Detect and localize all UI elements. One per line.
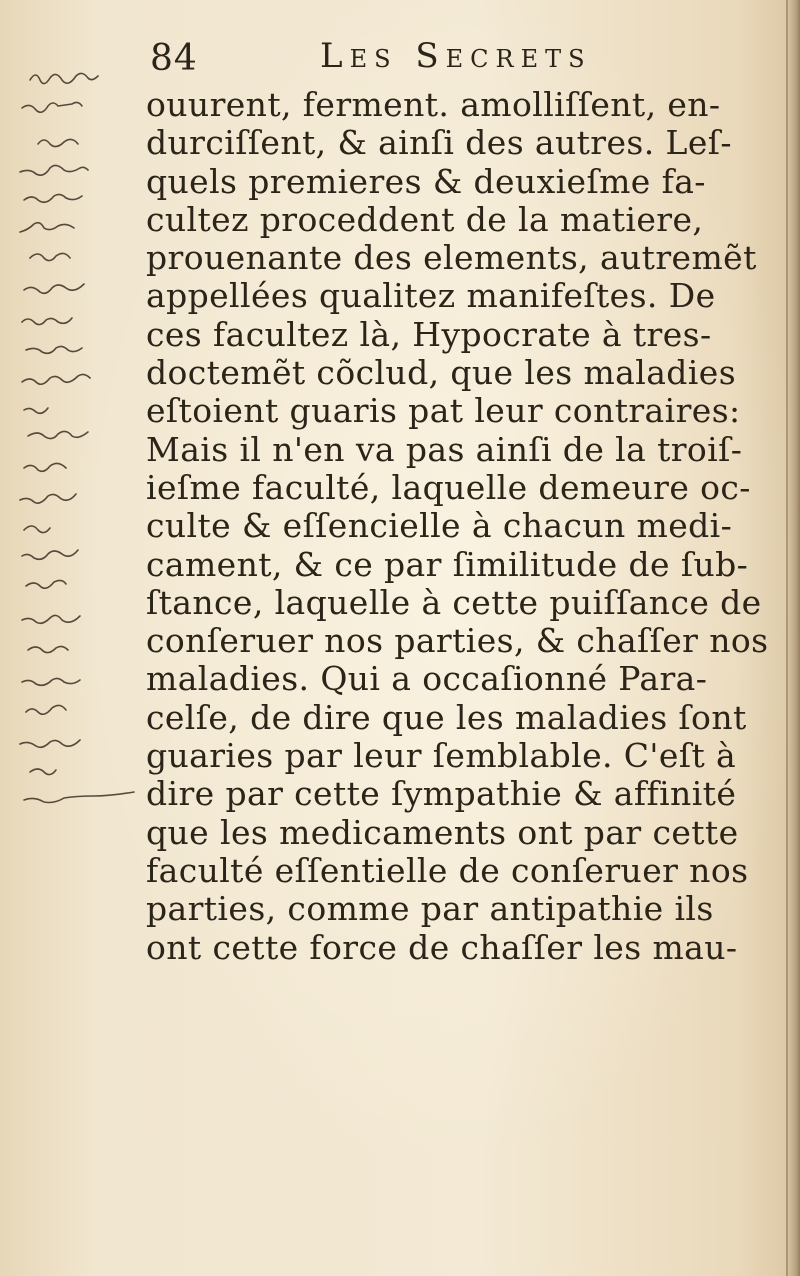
text-line: ſtance, laquelle à cette puiſſance de xyxy=(146,583,762,622)
marginalia-scribbles-icon xyxy=(0,60,150,820)
text-line: que les medicaments ont par cette xyxy=(146,813,739,852)
text-line: quels premieres & deuxieſme fa- xyxy=(146,162,706,201)
text-line: ouurent, ferment. amolliſſent, en- xyxy=(146,86,721,124)
text-line: ces facultez là, Hypocrate à tres- xyxy=(146,315,712,354)
text-line: prouenante des elements, autremẽt xyxy=(146,239,757,278)
text-line: dire par cette ſympathie & affinité xyxy=(146,775,737,814)
text-line: maladies. Qui a occaſionné Para- xyxy=(146,660,708,699)
text-line: parties, comme par antipathie ils xyxy=(146,890,714,929)
page-number: 84 xyxy=(150,38,198,79)
text-line: culte & eſſencielle à chacun medi- xyxy=(146,507,733,546)
text-line: guaries par leur ſemblable. C'eſt à xyxy=(146,737,737,776)
text-line: appellées qualitez manifeſtes. De xyxy=(146,277,716,316)
page-header xyxy=(150,30,770,90)
page-edge-shadow xyxy=(786,0,800,1276)
text-line: faculté eſſentielle de conſeruer nos xyxy=(146,851,749,890)
text-line: ieſme faculté, laquelle demeure oc- xyxy=(146,468,751,507)
handwritten-marginalia xyxy=(0,60,150,820)
text-line: conſeruer nos parties, & chaſſer nos xyxy=(146,622,769,661)
running-title: Les Secrets xyxy=(320,36,592,76)
text-line: cultez proceddent de la matiere, xyxy=(146,200,704,239)
text-line: Mais il n'en va pas ainſi de la troiſ- xyxy=(146,430,743,469)
text-line: doctemẽt cõclud, que les maladies xyxy=(146,354,737,393)
body-text xyxy=(146,86,786,967)
text-line: celſe, de dire que les maladies ſont xyxy=(146,698,747,737)
text-line: durciſſent, & ainſi des autres. Leſ- xyxy=(146,124,732,163)
text-line: ont cette force de chaſſer les mau- xyxy=(146,928,738,967)
text-line: cament, & ce par ſimilitude de ſub- xyxy=(146,545,749,584)
text-line: eſtoient guaris pat leur contraires: xyxy=(146,392,741,431)
